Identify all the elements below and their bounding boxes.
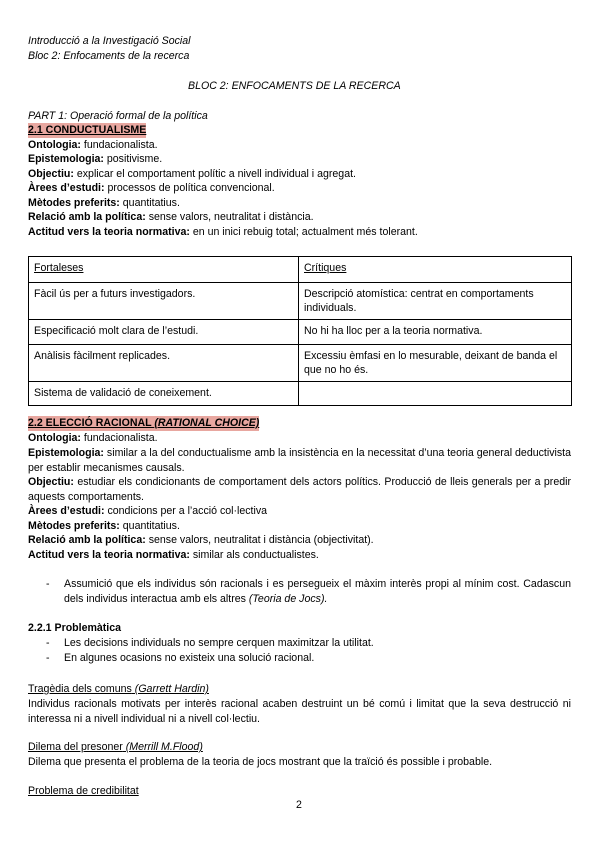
part-1-heading: PART 1: Operació formal de la política bbox=[28, 110, 208, 122]
bullet-dash: - bbox=[46, 578, 50, 590]
s22-arees: Àrees d’estudi: condicions per a l’acció col·lectiva bbox=[28, 505, 268, 517]
table-cell: Sistema de validació de coneixement. bbox=[29, 382, 299, 406]
s22-relacio: Relació amb la política: sense valors, neutralitat i distància (objectivitat). bbox=[28, 534, 374, 546]
table-cell: Excessiu èmfasi en lo mesurable, deixant de banda el que no ho és. bbox=[299, 345, 572, 382]
table-row bbox=[29, 382, 572, 406]
s22-ontologia: Ontologia: fundacionalista. bbox=[28, 432, 158, 444]
section-2-2-heading: 2.2 ELECCIÓ RACIONAL (RATIONAL CHOICE) bbox=[28, 417, 260, 429]
s21-epistemologia: Epistemologia: positivisme. bbox=[28, 153, 163, 165]
s21-ontologia: Ontologia: fundacionalista. bbox=[28, 139, 158, 151]
header-bloc: Bloc 2: Enfocaments de la recerca bbox=[28, 50, 190, 62]
table-cell: Especificació molt clara de l’estudi. bbox=[29, 320, 299, 345]
s21-metodes: Mètodes preferits: quantitatius. bbox=[28, 197, 180, 209]
dilema-text: Dilema que presenta el problema de la teoria de jocs mostrant que la traïció és possible i probable. bbox=[28, 756, 493, 768]
s21-objectiu: Objectiu: explicar el comportament polític a nivell individual i agregat. bbox=[28, 168, 356, 180]
table-cell: Anàlisis fàcilment replicades. bbox=[29, 345, 299, 382]
s22-metodes: Mètodes preferits: quantitatius. bbox=[28, 520, 180, 532]
list-item: En algunes ocasions no existeix una solució racional. bbox=[64, 652, 315, 664]
s21-arees: Àrees d’estudi: processos de política convencional. bbox=[28, 182, 275, 194]
table-header-fortaleses: Fortaleses bbox=[29, 257, 299, 283]
credibilitat-heading: Problema de credibilitat bbox=[28, 785, 139, 797]
table-header-critiques: Crítiques bbox=[299, 257, 572, 283]
section-2-2-1-heading: 2.2.1 Problemàtica bbox=[28, 622, 122, 634]
s22-objectiu: Objectiu: estudiar els condicionants de comportament dels actors polítics. Producció de lleis generals per a predir aquests comportaments. bbox=[28, 476, 571, 503]
doc-title: BLOC 2: ENFOCAMENTS DE LA RECERCA bbox=[188, 80, 401, 92]
bullet-dash: - bbox=[46, 652, 50, 664]
list-item: Les decisions individuals no sempre cerquen maximitzar la utilitat. bbox=[64, 637, 374, 649]
bullet-dash: - bbox=[46, 637, 50, 649]
strengths-critiques-table bbox=[28, 256, 572, 406]
dilema-heading: Dilema del presoner (Merrill M.Flood) bbox=[28, 741, 203, 753]
tragedia-text: Individus racionals motivats per interès racional acaben destruint un bé comú i limitat que la seva destrucció ni interessa ni a nivell individual ni a nivell col·lectiu. bbox=[28, 698, 571, 725]
s22-epistemologia: Epistemologia: similar a la del conductualisme amb la insistència en la necessitat d’una teoria general deductivista per establir mecanismes causals. bbox=[28, 447, 571, 474]
table-header-row bbox=[29, 257, 572, 283]
s21-relacio: Relació amb la política: sense valors, neutralitat i distància. bbox=[28, 211, 314, 223]
page-number: 2 bbox=[296, 799, 302, 811]
s21-actitud: Actitud vers la teoria normativa: en un inici rebuig total; actualment més tolerant. bbox=[28, 226, 418, 238]
table-cell: No hi ha lloc per a la teoria normativa. bbox=[299, 320, 572, 345]
table-row bbox=[29, 345, 572, 382]
s22-bullet: Assumició que els individus són racionals i es persegueix el màxim interès propi al mínim cost. Cadascun dels individus interactua amb els altres (Teoria de Jocs). bbox=[64, 578, 571, 605]
tragedia-heading: Tragèdia dels comuns (Garrett Hardin) bbox=[28, 683, 209, 695]
table-row bbox=[29, 283, 572, 320]
table-cell bbox=[299, 382, 572, 406]
table-cell: Descripció atomística: centrat en comportaments individuals. bbox=[299, 283, 572, 320]
s22-actitud: Actitud vers la teoria normativa: similar als conductualistes. bbox=[28, 549, 319, 561]
table-row bbox=[29, 320, 572, 345]
section-2-1-heading: 2.1 CONDUCTUALISME bbox=[28, 124, 147, 136]
header-course: Introducció a la Investigació Social bbox=[28, 35, 191, 47]
table-cell: Fàcil ús per a futurs investigadors. bbox=[29, 283, 299, 320]
